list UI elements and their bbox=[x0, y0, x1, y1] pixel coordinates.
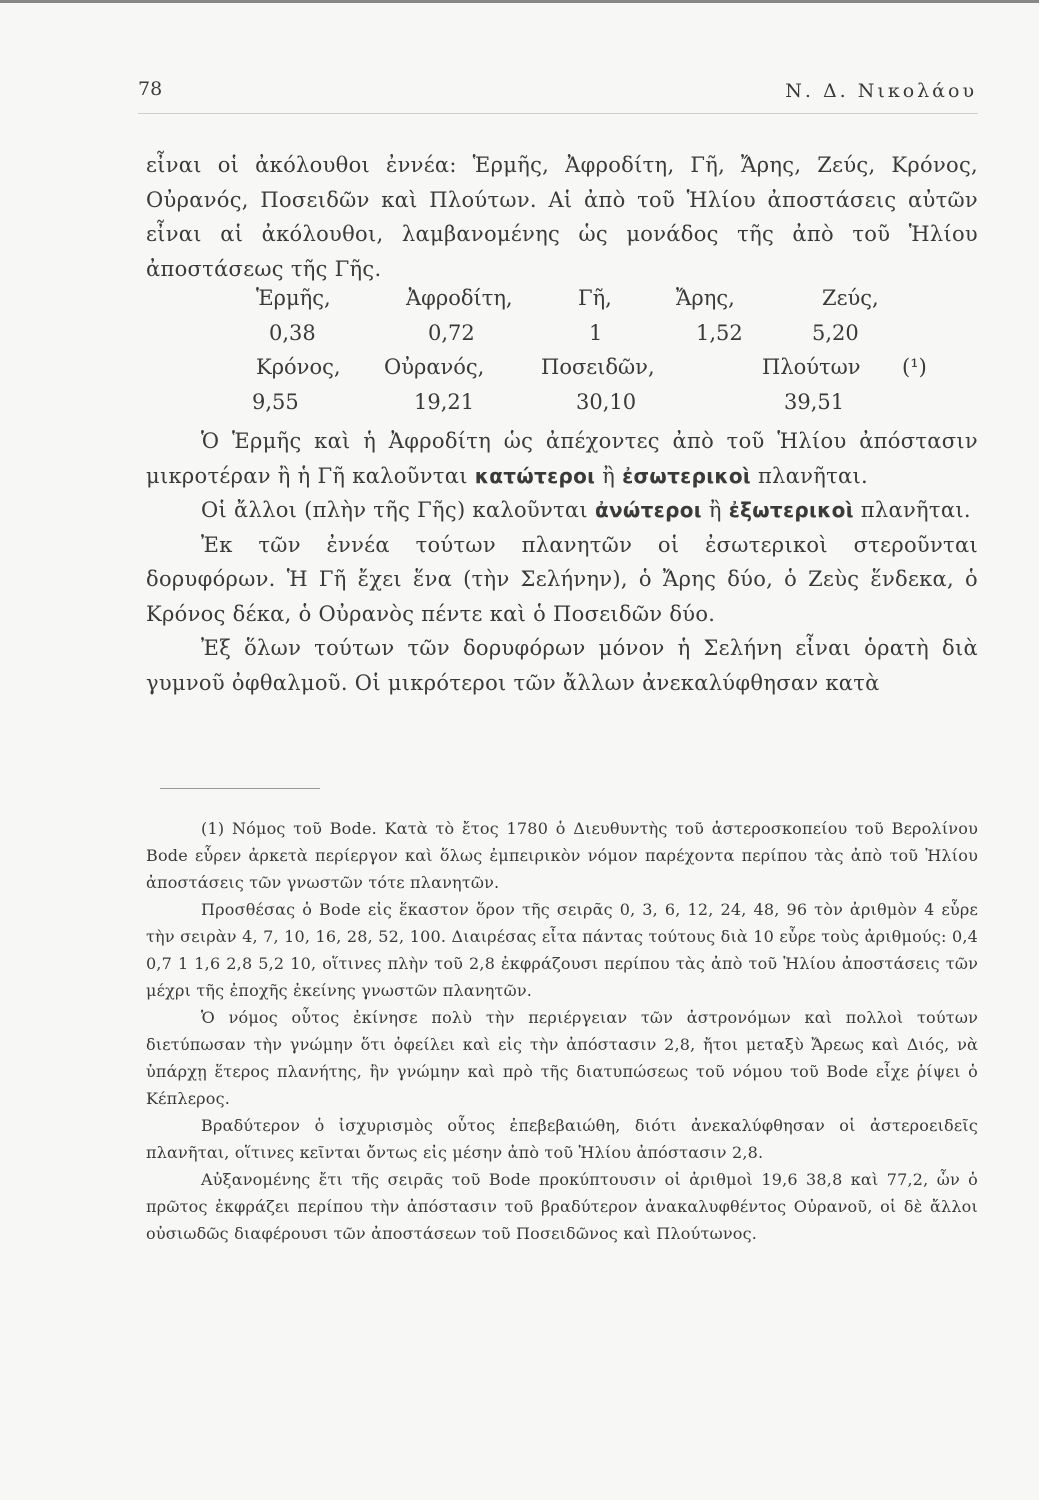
paragraph-inner-planets bbox=[146, 424, 978, 493]
intro-paragraph: εἶναι οἱ ἀκόλουθοι ἐννέα: Ἑρμῆς, Ἀφροδίτη, Γῆ, Ἄρης, Ζεύς, Κρόνος, Οὐρανός, Ποσειδῶν καὶ Πλούτων. Αἱ ἀπὸ τοῦ Ἡλίου ἀποστάσεις αὐτῶν εἶναι αἱ ἀκόλουθοι, λαμβανομένης ὡς μονάδος τῆς ἀπὸ τοῦ Ἡλίου ἀποστάσεως τῆς Γῆς. bbox=[146, 153, 978, 281]
table-row bbox=[146, 355, 978, 390]
footnote-uranus: Αὐξανομένης ἔτι τῆς σειρᾶς τοῦ Bode προκύπτουσιν οἱ ἀριθμοὶ 19,6 38,8 καὶ 77,2, ὧν ὁ πρῶτος ἐκφράζει περίπου τὴν ἀπόστασιν τοῦ βραδύτερον ἀνακαλυφθέντος Οὐρανοῦ, οἱ δὲ ἄλλοι οὐσιωδῶς διαφέρουσι τῶν ἀποστάσεων τοῦ Ποσειδῶνος καὶ Πλούτωνος. bbox=[146, 1170, 978, 1243]
p2-text-start: Ὁ Ἑρμῆς καὶ ἡ Ἀφροδίτη ὡς ἀπέχοντες ἀπὸ τοῦ Ἡλίου ἀπόστασιν μικροτέραν ἢ ἡ Γῆ καλοῦνται bbox=[146, 429, 978, 488]
footnote-asteroids: Βραδύτερον ὁ ἰσχυρισμὸς οὗτος ἐπεβεβαιώθη, διότι ἀνεκαλύφθησαν οἱ ἀστεροειδεῖς πλανῆται, οἵτινες κεῖνται ὄντως εἰς μέσην ἀπὸ τοῦ Ἡλίου ἀπόστασιν 2,8. bbox=[146, 1116, 978, 1162]
table-cell: 39,51 bbox=[784, 389, 845, 414]
paragraph-satellites: Ἐκ τῶν ἐννέα τούτων πλανητῶν οἱ ἐσωτερικοὶ στεροῦνται δορυφόρων. Ἡ Γῆ ἔχει ἕνα (τὴν Σελήνην), ὁ Ἄρης δύο, ὁ Ζεὺς ἕνδεκα, ὁ Κρόνος δέκα, ὁ Οὐρανὸς πέντε καὶ ὁ Ποσειδῶν δύο. bbox=[146, 532, 978, 626]
table-cell: 0,38 bbox=[269, 320, 316, 345]
table-cell: 0,72 bbox=[428, 320, 475, 345]
table-row bbox=[146, 286, 978, 321]
table-cell: Ἀφροδίτη, bbox=[406, 286, 513, 310]
page-number: 78 bbox=[138, 78, 163, 100]
footnote-series: Προσθέσας ὁ Bode εἰς ἕκαστον ὅρον τῆς σειρᾶς 0, 3, 6, 12, 24, 48, 96 τὸν ἀριθμὸν 4 εὗρε τὴν σειρὰν 4, 7, 10, 16, 28, 52, 100. Διαιρέσας εἶτα πάντας τούτους διὰ 10 εὗρε τοὺς ἀριθμούς: 0,4 0,7 1 1,6 2,8 5,2 10, οἵτινες πλὴν τοῦ 2,8 ἐκφράζουσι περίπου τὰς ἀπὸ τοῦ Ἡλίου ἀποστάσεις τῶν μέχρι τῆς ἐποχῆς ἐκείνης γνωστῶν πλανητῶν. bbox=[146, 900, 978, 1000]
table-cell: Γῆ, bbox=[578, 286, 612, 310]
main-text bbox=[146, 148, 978, 700]
term-lower: κατώτεροι bbox=[474, 463, 596, 488]
planet-distance-table bbox=[146, 286, 978, 424]
term-outer: ἐξωτερικοὶ bbox=[728, 498, 854, 522]
p3-text-end: πλανῆται. bbox=[860, 498, 971, 522]
table-cell: Οὐρανός, bbox=[384, 355, 485, 379]
table-cell: 5,20 bbox=[812, 320, 859, 345]
scan-edge bbox=[0, 0, 1039, 3]
paragraph-outer-planets bbox=[146, 493, 978, 528]
header-rule bbox=[138, 113, 978, 114]
p2-or: ἢ bbox=[602, 463, 616, 488]
paragraph-visible-moon: Ἐξ ὅλων τούτων τῶν δορυφόρων μόνον ἡ Σελήνη εἶναι ὁρατὴ διὰ γυμνοῦ ὀφθαλμοῦ. Οἱ μικρότεροι τῶν ἄλλων ἀνεκαλύφθησαν κατὰ bbox=[146, 636, 978, 695]
footnote-divider bbox=[160, 788, 320, 789]
p2-text-end: πλανῆται. bbox=[757, 463, 869, 488]
table-cell: Ζεύς, bbox=[822, 286, 879, 310]
footnotes bbox=[146, 815, 978, 1247]
table-cell: 1,52 bbox=[696, 320, 743, 345]
table-cell: Πλούτων bbox=[762, 355, 861, 379]
term-upper: ἀνώτεροι bbox=[594, 498, 702, 522]
footnote-marker: (¹) bbox=[902, 355, 927, 379]
table-cell: 19,21 bbox=[414, 389, 475, 414]
table-cell: Ἄρης, bbox=[676, 286, 735, 310]
table-cell: 30,10 bbox=[576, 389, 637, 414]
table-cell: 9,55 bbox=[252, 389, 299, 414]
table-cell: Ποσειδῶν, bbox=[541, 355, 655, 379]
table-row bbox=[146, 321, 978, 356]
p3-or: ἢ bbox=[708, 498, 722, 522]
table-cell: Ἑρμῆς, bbox=[256, 286, 331, 310]
table-cell: 1 bbox=[589, 320, 603, 345]
table-row bbox=[146, 390, 978, 425]
footnote-bode-law: (1) Νόμος τοῦ Bode. Κατὰ τὸ ἔτος 1780 ὁ Διευθυντὴς τοῦ ἀστεροσκοπείου τοῦ Βερολίνου Bode εὗρεν ἀρκετὰ περίεργον καὶ ὅλως ἐμπειρικὸν νόμον παρέχοντα περίπου τὰς ἀπὸ τοῦ Ἡλίου ἀποστάσεις τῶν γνωστῶν τότε πλανητῶν. bbox=[146, 819, 978, 892]
table-cell: Κρόνος, bbox=[256, 355, 341, 379]
running-head: Ν. Δ. Νικολάου bbox=[785, 80, 977, 102]
p3-text-start: Οἱ ἄλλοι (πλὴν τῆς Γῆς) καλοῦνται bbox=[201, 498, 588, 522]
footnote-kepler: Ὁ νόμος οὗτος ἐκίνησε πολὺ τὴν περιέργειαν τῶν ἀστρονόμων καὶ πολλοὶ τούτων διετύπωσαν τὴν γνώμην ὅτι ὀφείλει καὶ εἰς τὴν ἀπόστασιν 2,8, ἤτοι μεταξὺ Ἄρεως καὶ Διός, νὰ ὑπάρχῃ ἕτερος πλανήτης, ἣν γνώμην καὶ πρὸ τῆς διατυπώσεως τοῦ νόμου τοῦ Bode εἶχε ῥίψει ὁ Κέπλερος. bbox=[146, 1008, 978, 1108]
term-inner: ἐσωτερικοὶ bbox=[622, 463, 751, 488]
